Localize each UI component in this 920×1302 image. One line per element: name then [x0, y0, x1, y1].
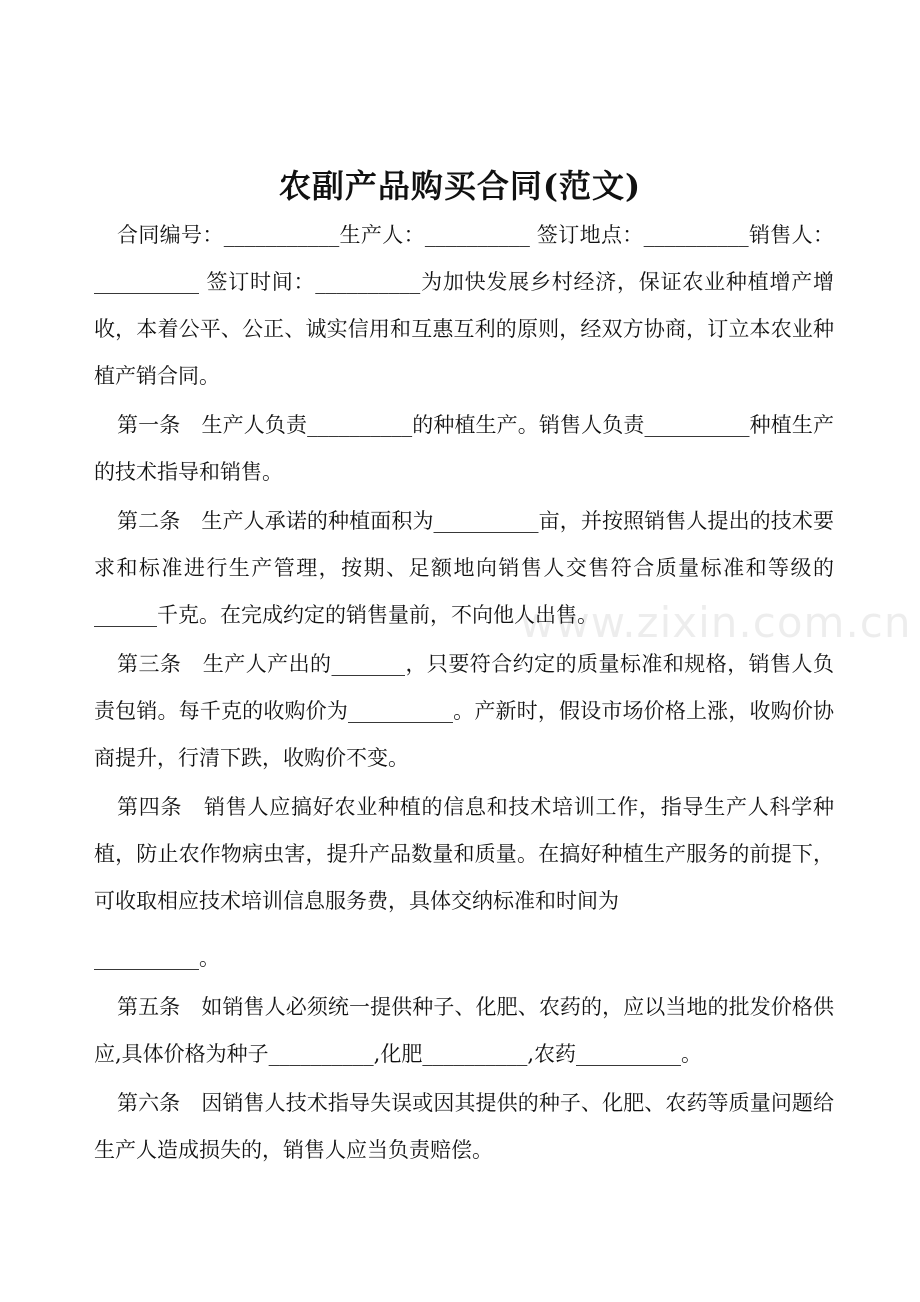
- paragraph-article-6: 第六条 因销售人技术指导失误或因其提供的种子、化肥、农药等质量问题给生产人造成损失的，销售人应当负责赔偿。: [94, 1091, 834, 1162]
- paragraph-intro: 合同编号：___________生产人：__________ 签订地点：__________销售人：__________ 签订时间：__________为加快发展乡村经济，保证农业种植增产增收，本着公平、公正、诚实信用和互惠互利的原则，经双方协商，订立本农业种植产销合同。: [94, 223, 834, 388]
- paragraph-article-2: 第二条 生产人承诺的种植面积为__________亩，并按照销售人提出的技术要求和标准进行生产管理，按期、足额地向销售人交售符合质量标准和等级的______千克。在完成约定的销售量前，不向他人出售。: [94, 509, 834, 627]
- document-title: 农副产品购买合同(范文): [278, 167, 642, 205]
- paragraph-article-5: 第五条 如销售人必须统一提供种子、化肥、农药的，应以当地的批发价格供应,具体价格为种子__________,化肥__________,农药__________。: [94, 995, 834, 1066]
- paragraph-article-1: 第一条 生产人负责__________的种植生产。销售人负责__________种植生产的技术指导和销售。: [94, 413, 834, 484]
- document-body: [94, 212, 834, 1174]
- paragraph-article-3: 第三条 生产人产出的_______，只要符合约定的质量标准和规格，销售人负责包销。每千克的收购价为__________。产新时，假设市场价格上涨，收购价协商提升，行清下跌，收购价不变。: [94, 652, 834, 770]
- paragraph-article-4: 第四条 销售人应搞好农业种植的信息和技术培训工作，指导生产人科学种植，防止农作物病虫害，提升产品数量和质量。在搞好种植生产服务的前提下，可收取相应技术培训信息服务费，具体交纳标准和时间为: [94, 795, 834, 913]
- paragraph-article-4-blank: __________。: [94, 946, 220, 970]
- watermark-text: www.zixin.com.cn: [520, 598, 912, 647]
